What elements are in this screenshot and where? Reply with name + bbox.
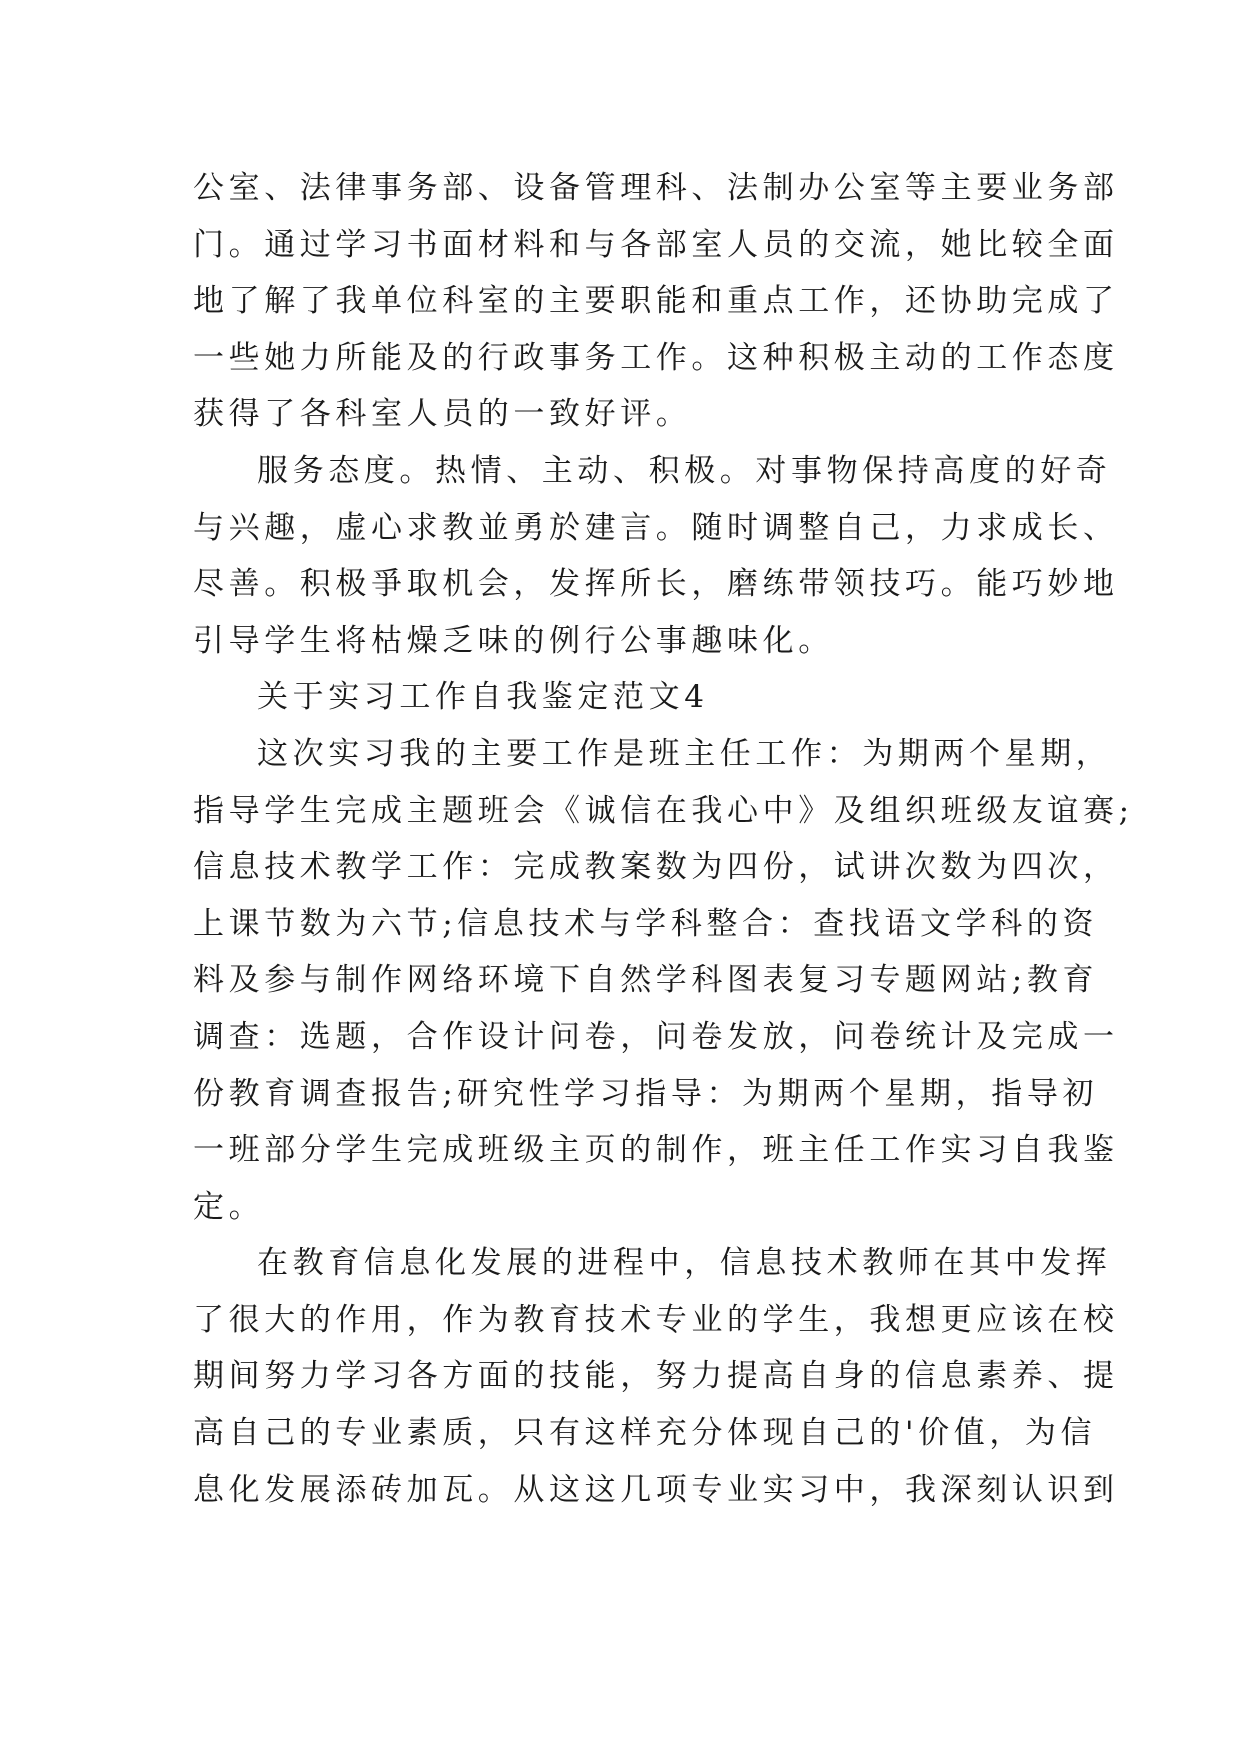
text-line: 了很大的作用，作为教育技术专业的学生，我想更应该在校 bbox=[193, 1301, 1119, 1338]
text-line: 定。 bbox=[193, 1188, 265, 1225]
text-line: 息化发展添砖加瓦。从这这几项专业实习中，我深刻认识到 bbox=[193, 1471, 1119, 1508]
text-line: 尽善。积极爭取机会，发挥所长，磨练带领技巧。能巧妙地 bbox=[193, 566, 1119, 603]
text-line: 期间努力学习各方面的技能，努力提高自身的信息素养、提 bbox=[193, 1358, 1119, 1395]
text-line: 信息技术教学工作：完成教案数为四份，试讲次数为四次， bbox=[193, 849, 1119, 886]
text-line: 一班部分学生完成班级主页的制作，班主任工作实习自我鉴 bbox=[193, 1132, 1119, 1169]
text-line: 份教育调查报告;研究性学习指导：为期两个星期，指导初 bbox=[193, 1075, 1099, 1112]
text-line: 指导学生完成主题班会《诚信在我心中》及组织班级友谊赛; bbox=[193, 792, 1134, 829]
text-line: 料及参与制作网络环境下自然学科图表复习专题网站;教育 bbox=[193, 962, 1099, 999]
text-line: 门。通过学习书面材料和与各部室人员的交流，她比较全面 bbox=[193, 226, 1119, 263]
paragraph-first-line: 在教育信息化发展的进程中，信息技术教师在其中发挥 bbox=[257, 1245, 1112, 1282]
paragraph-first-line: 这次实习我的主要工作是班主任工作：为期两个星期， bbox=[257, 735, 1112, 772]
text-line: 调查：选题，合作设计问卷，问卷发放，问卷统计及完成一 bbox=[193, 1018, 1119, 1055]
text-line: 地了解了我单位科室的主要职能和重点工作，还协助完成了 bbox=[193, 283, 1119, 320]
body-text bbox=[193, 160, 1134, 1518]
text-line: 高自己的专业素质，只有这样充分体现自己的'价值，为信 bbox=[193, 1415, 1097, 1452]
text-line: 与兴趣，虚心求教並勇於建言。随时调整自己，力求成长、 bbox=[193, 509, 1119, 546]
paragraph-first-line: 服务态度。热情、主动、积极。对事物保持高度的好奇 bbox=[257, 452, 1112, 489]
text-line: 获得了各科室人员的一致好评。 bbox=[193, 396, 692, 433]
section-heading: 关于实习工作自我鉴定范文4 bbox=[257, 679, 709, 716]
text-line: 上课节数为六节;信息技术与学科整合：查找语文学科的资 bbox=[193, 905, 1099, 942]
text-line: 一些她力所能及的行政事务工作。这种积极主动的工作态度 bbox=[193, 339, 1119, 376]
text-line: 公室、法律事务部、设备管理科、法制办公室等主要业务部 bbox=[193, 170, 1119, 206]
text-line: 引导学生将枯燥乏味的例行公事趣味化。 bbox=[193, 622, 834, 659]
